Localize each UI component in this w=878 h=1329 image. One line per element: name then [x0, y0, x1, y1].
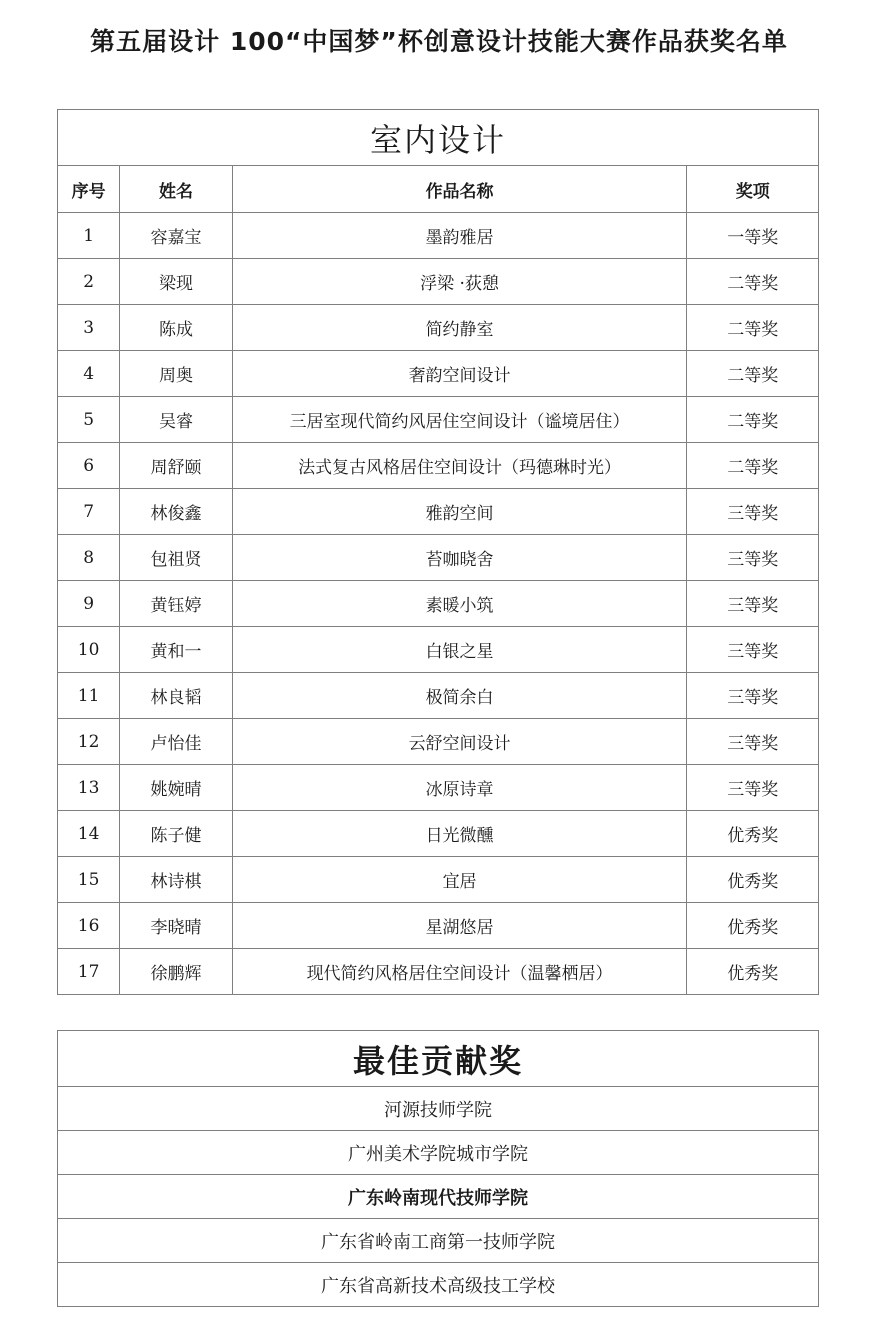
row-work-title: 云舒空间设计	[232, 719, 687, 765]
row-name: 林诗棋	[120, 857, 232, 903]
contribution-rows	[58, 1087, 819, 1307]
row-name: 陈成	[120, 305, 232, 351]
table-row	[58, 1219, 819, 1263]
column-header-no: 序号	[58, 166, 120, 213]
table-row	[58, 1131, 819, 1175]
table-row	[58, 305, 819, 351]
row-number: 11	[58, 673, 120, 719]
row-award: 优秀奖	[687, 903, 819, 949]
row-name: 梁现	[120, 259, 232, 305]
table-row	[58, 397, 819, 443]
row-name: 周奥	[120, 351, 232, 397]
row-number: 5	[58, 397, 120, 443]
row-award: 优秀奖	[687, 949, 819, 995]
row-number: 1	[58, 213, 120, 259]
row-work-title: 极简余白	[232, 673, 687, 719]
row-name: 徐鹏辉	[120, 949, 232, 995]
row-work-title: 苔咖晓舍	[232, 535, 687, 581]
school-name: 广东岭南现代技师学院	[58, 1175, 819, 1219]
row-work-title: 宜居	[232, 857, 687, 903]
row-number: 9	[58, 581, 120, 627]
row-work-title: 法式复古风格居住空间设计（玛德琳时光）	[232, 443, 687, 489]
best-contribution-table	[57, 1030, 819, 1307]
row-number: 3	[58, 305, 120, 351]
column-header-work: 作品名称	[232, 166, 687, 213]
interior-design-award-table	[57, 109, 819, 995]
row-name: 李晓晴	[120, 903, 232, 949]
table-row	[58, 443, 819, 489]
row-number: 6	[58, 443, 120, 489]
table-row	[58, 903, 819, 949]
column-header-name: 姓名	[120, 166, 232, 213]
row-number: 13	[58, 765, 120, 811]
table-row	[58, 1175, 819, 1219]
award-rows	[58, 213, 819, 995]
row-work-title: 现代简约风格居住空间设计（温馨栖居）	[232, 949, 687, 995]
row-award: 三等奖	[687, 719, 819, 765]
row-work-title: 浮梁 ·荻憩	[232, 259, 687, 305]
row-number: 16	[58, 903, 120, 949]
row-award: 优秀奖	[687, 857, 819, 903]
row-number: 14	[58, 811, 120, 857]
row-work-title: 白银之星	[232, 627, 687, 673]
table-row	[58, 351, 819, 397]
row-number: 2	[58, 259, 120, 305]
row-name: 林俊鑫	[120, 489, 232, 535]
row-work-title: 日光微醺	[232, 811, 687, 857]
row-work-title: 冰原诗章	[232, 765, 687, 811]
row-work-title: 墨韵雅居	[232, 213, 687, 259]
row-award: 三等奖	[687, 765, 819, 811]
row-number: 12	[58, 719, 120, 765]
row-name: 姚婉晴	[120, 765, 232, 811]
row-award: 三等奖	[687, 535, 819, 581]
row-name: 吴睿	[120, 397, 232, 443]
table-row	[58, 489, 819, 535]
row-work-title: 简约静室	[232, 305, 687, 351]
row-award: 二等奖	[687, 397, 819, 443]
table-row	[58, 1087, 819, 1131]
table-row	[58, 259, 819, 305]
row-work-title: 三居室现代简约风居住空间设计（谧境居住）	[232, 397, 687, 443]
row-name: 周舒颐	[120, 443, 232, 489]
row-award: 三等奖	[687, 489, 819, 535]
table-row	[58, 765, 819, 811]
row-award: 二等奖	[687, 305, 819, 351]
row-name: 容嘉宝	[120, 213, 232, 259]
table-row	[58, 627, 819, 673]
school-name: 广州美术学院城市学院	[58, 1131, 819, 1175]
row-award: 三等奖	[687, 627, 819, 673]
table-row	[58, 535, 819, 581]
table-row	[58, 581, 819, 627]
row-award: 优秀奖	[687, 811, 819, 857]
row-number: 10	[58, 627, 120, 673]
section-heading-interior-design: 室内设计	[58, 110, 819, 166]
table-row	[58, 673, 819, 719]
row-number: 4	[58, 351, 120, 397]
page-title: 第五届设计 100“中国梦”杯创意设计技能大赛作品获奖名单	[90, 27, 788, 56]
school-name: 广东省高新技术高级技工学校	[58, 1263, 819, 1307]
row-award: 二等奖	[687, 443, 819, 489]
row-award: 二等奖	[687, 351, 819, 397]
row-award: 二等奖	[687, 259, 819, 305]
row-award: 一等奖	[687, 213, 819, 259]
row-award: 三等奖	[687, 673, 819, 719]
row-name: 林良韬	[120, 673, 232, 719]
row-work-title: 素暖小筑	[232, 581, 687, 627]
row-name: 卢怡佳	[120, 719, 232, 765]
row-number: 15	[58, 857, 120, 903]
row-name: 黄和一	[120, 627, 232, 673]
row-number: 17	[58, 949, 120, 995]
row-name: 陈子健	[120, 811, 232, 857]
table-row	[58, 719, 819, 765]
table-row	[58, 213, 819, 259]
table-row	[58, 811, 819, 857]
section-heading-best-contribution: 最佳贡献奖	[58, 1031, 819, 1087]
table-row	[58, 857, 819, 903]
row-number: 7	[58, 489, 120, 535]
school-name: 广东省岭南工商第一技师学院	[58, 1219, 819, 1263]
row-number: 8	[58, 535, 120, 581]
row-work-title: 雅韵空间	[232, 489, 687, 535]
row-work-title: 星湖悠居	[232, 903, 687, 949]
row-name: 黄钰婷	[120, 581, 232, 627]
row-name: 包祖贤	[120, 535, 232, 581]
row-award: 三等奖	[687, 581, 819, 627]
row-work-title: 奢韵空间设计	[232, 351, 687, 397]
column-header-award: 奖项	[687, 166, 819, 213]
school-name: 河源技师学院	[58, 1087, 819, 1131]
table-row	[58, 949, 819, 995]
table-row	[58, 1263, 819, 1307]
